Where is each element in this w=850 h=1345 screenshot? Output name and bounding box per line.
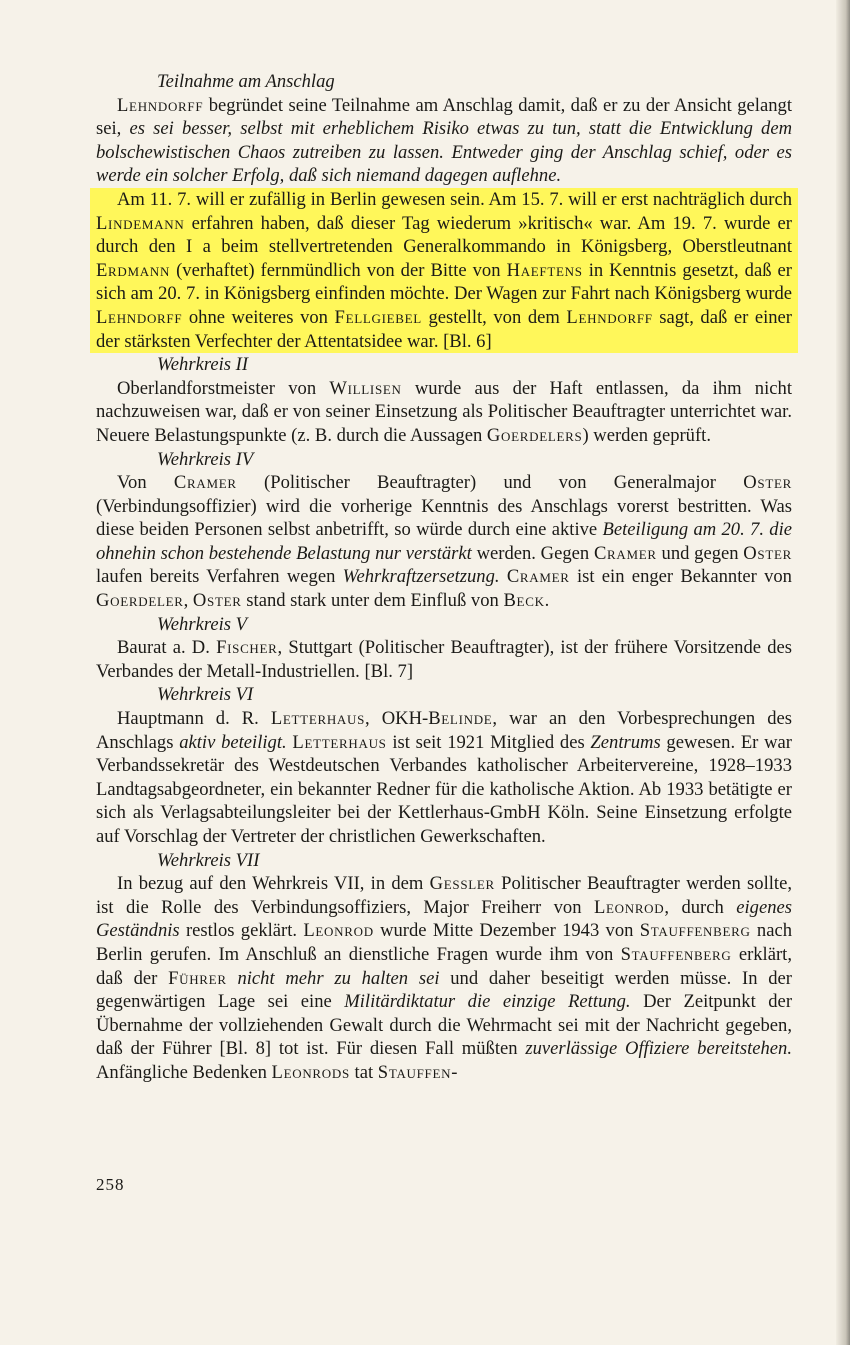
section-heading-wehrkreis-ii: Wehrkreis II	[157, 354, 249, 376]
name-smallcaps: Lindemann	[96, 212, 185, 234]
name-smallcaps: Leonrod	[303, 920, 374, 942]
name-smallcaps: Fischer	[216, 637, 278, 659]
page-edge-shadow	[836, 0, 850, 1345]
text-run: Am 11. 7. will er zufällig in Berlin gewesen sein. Am 15. 7. will er erst nachträglich durch	[117, 188, 792, 210]
text-column	[96, 70, 792, 1085]
italic-text: Wehrkraftzersetzung.	[342, 566, 500, 588]
paragraph-teilnahme	[96, 94, 792, 188]
italic-text: es sei besser, selbst mit erheblichem Risiko etwas zu tun, statt die Entwicklung dem bolschewistischen Chaos zutreiben zu lassen. Entweder ging der Anschlag schief, oder es werde ein solcher Erfolg, daß sich niemand dagegen auflehne.	[96, 118, 793, 187]
text-run: tat	[349, 1061, 378, 1083]
text-run: Der Zeitpunkt der Übernahme der vollziehenden Gewalt durch die Wehrmacht sei mit der Nachricht gegeben, daß der Führer [Bl. 8] tot ist. Für diesen Fall müßten	[96, 991, 793, 1060]
text-run: (Politischer Beauftragter) und von Generalmajor	[236, 472, 744, 494]
text-run: und daher beseitigt werden müsse. In der gegenwärtigen Lage sei eine	[96, 967, 792, 1013]
page-number: 258	[96, 1175, 125, 1194]
text-run: ohne weiteres von	[182, 306, 335, 328]
name-smallcaps: Oster	[192, 590, 242, 612]
text-run: ,	[183, 590, 193, 612]
name-smallcaps: Leonrods	[271, 1061, 350, 1083]
text-run: In bezug auf den Wehrkreis VII, in dem	[117, 873, 430, 895]
text-run: (verhaftet) fernmündlich von der Bitte von	[170, 259, 507, 281]
text-run: ist ein enger Bekannter von	[569, 566, 792, 588]
italic-text: nicht mehr zu halten sei	[237, 967, 440, 989]
name-smallcaps: Letterhaus	[292, 731, 387, 753]
section-heading-wehrkreis-vii: Wehrkreis VII	[157, 849, 260, 871]
text-run: sagt, daß er einer der stärksten Verfechter der Attentatsidee war. [Bl. 6]	[96, 306, 792, 352]
italic-text: Militärdiktatur die einzige Rettung.	[344, 991, 631, 1013]
name-smallcaps: Belinde	[428, 708, 493, 730]
section-heading-teilnahme: Teilnahme am Anschlag	[157, 71, 335, 92]
text-run: stand stark unter dem Einfluß von	[241, 590, 504, 612]
text-run: Anfängliche Bedenken	[96, 1061, 272, 1083]
text-run: in Kenntnis gesetzt, daß er sich am 20. 7. in Königsberg einfinden möchte. Der Wagen zur Fahrt nach Königsberg wurde	[96, 259, 792, 305]
text-run: gestellt, von dem	[421, 306, 567, 328]
name-smallcaps: Führer	[168, 967, 227, 989]
name-smallcaps: Fellgiebel	[334, 306, 422, 328]
name-smallcaps: Cramer	[506, 566, 570, 588]
name-smallcaps: Stauffenberg	[639, 920, 751, 942]
text-run: wurde Mitte Dezember 1943 von	[373, 920, 640, 942]
name-smallcaps: Stauffenberg	[620, 943, 732, 965]
name-smallcaps: Leonrod	[593, 896, 665, 918]
text-run	[227, 968, 238, 989]
text-run: nach Berlin gerufen. Im Anschluß an dienstliche Fragen wurde ihm von	[96, 920, 793, 965]
name-smallcaps: Lehndorff	[117, 94, 204, 116]
text-run: Baurat a. D.	[117, 637, 217, 659]
name-smallcaps: Oster	[743, 472, 793, 494]
text-run: Oberlandforstmeister von	[117, 377, 330, 399]
text-run: restlos geklärt.	[179, 920, 304, 942]
text-run: , Stuttgart (Politischer Beauftragter), ist der frühere Vorsitzende des Verbandes der Metall-Industriellen. [Bl. 7]	[96, 637, 792, 682]
name-smallcaps: Willisen	[329, 377, 402, 399]
text-run: Politischer Beauftragter werden sollte, ist die Rolle des Verbindungsoffiziers, Major Freiherr von	[96, 873, 792, 918]
highlighted-paragraph	[90, 188, 798, 353]
paragraph-wehrkreis-iv	[96, 471, 792, 613]
italic-text: Beteiligung am 20. 7. die ohnehin schon bestehende Belastung nur verstärkt	[96, 519, 792, 564]
text-run: Hauptmann d. R.	[117, 708, 271, 730]
text-run: ) werden geprüft.	[582, 424, 711, 446]
name-smallcaps: Letterhaus	[270, 708, 366, 730]
name-smallcaps: Goerdelers	[486, 424, 583, 446]
text-run: .	[544, 590, 550, 612]
name-smallcaps: Lehndorff	[566, 306, 653, 328]
text-run: und gegen	[656, 542, 744, 564]
text-run: erfahren haben, daß dieser Tag wiederum »kritisch« war. Am 19. 7. wurde er durch den I a beim stellvertretenden Generalkommando in Königsberg, Oberstleutnant	[96, 212, 792, 258]
name-smallcaps: Cramer	[593, 542, 657, 564]
text-run: wurde aus der Haft entlassen, da ihm nicht nachzuweisen war, daß er von seiner Einsetzung als Politischer Beauftragter unterrichtet war. Neuere Belastungspunkte (z. B. durch die Aussagen	[96, 377, 792, 446]
name-smallcaps: Erdmann	[96, 259, 171, 281]
name-smallcaps: Goerdeler	[96, 590, 184, 612]
name-smallcaps: Oster	[743, 542, 793, 564]
text-run: begründet seine Teilnahme am Anschlag damit, daß er zu der Ansicht gelangt sei,	[96, 94, 792, 140]
text-run: laufen bereits Verfahren wegen	[96, 566, 343, 588]
italic-text: eigenes Geständnis	[96, 896, 792, 942]
text-run: , war an den Vorbesprechungen des Anschlags	[96, 708, 792, 753]
section-heading-wehrkreis-vi: Wehrkreis VI	[157, 684, 254, 706]
paragraph-wehrkreis-vi	[96, 707, 792, 849]
text-run	[500, 566, 507, 587]
name-smallcaps: Stauffen-	[377, 1061, 459, 1083]
paragraph-wehrkreis-vii	[96, 872, 792, 1084]
section-heading-wehrkreis-iv: Wehrkreis IV	[157, 448, 254, 470]
paragraph-wehrkreis-ii	[96, 377, 792, 448]
name-smallcaps: Cramer	[173, 472, 237, 494]
name-smallcaps: Beck	[503, 590, 545, 612]
section-heading-wehrkreis-v: Wehrkreis V	[157, 613, 248, 635]
italic-text: zuverlässige Offiziere bereitstehen.	[525, 1038, 792, 1060]
name-smallcaps: Lehndorff	[96, 306, 183, 328]
text-run: erklärt, daß der	[96, 943, 792, 989]
name-smallcaps: Gessler	[429, 873, 495, 895]
text-run: , durch	[664, 896, 737, 918]
paragraph-wehrkreis-v	[96, 636, 792, 683]
text-run: Von	[117, 472, 174, 494]
italic-text: aktiv beteiligt.	[179, 731, 287, 753]
italic-text: Zentrums	[590, 731, 661, 753]
text-run: , OKH-	[365, 708, 429, 730]
text-run: werden. Gegen	[471, 542, 594, 564]
text-run: ist seit 1921 Mitglied des	[386, 731, 591, 753]
text-run: (Verbindungsoffizier) wird die vorherige Kenntnis des Anschlags vorerst bestritten. Was diese beiden Personen selbst anbetrifft, so würde durch eine aktive	[96, 495, 792, 541]
name-smallcaps: Haeftens	[506, 259, 583, 281]
text-run: gewesen. Er war Verbandssekretär des Westdeutschen Verbandes katholischer Arbeitervereine, 1928–1933 Landtagsabgeordneter, ein bekannter Redner für die katholische Aktion. Ab 1933 betätigte er sich als Verlagsabteilungsleiter bei der Kettlerhaus-GmbH Köln. Seine Einsetzung erfolgte auf Vorschlag der Vertreter der christlichen Gewerkschaften.	[96, 731, 792, 847]
